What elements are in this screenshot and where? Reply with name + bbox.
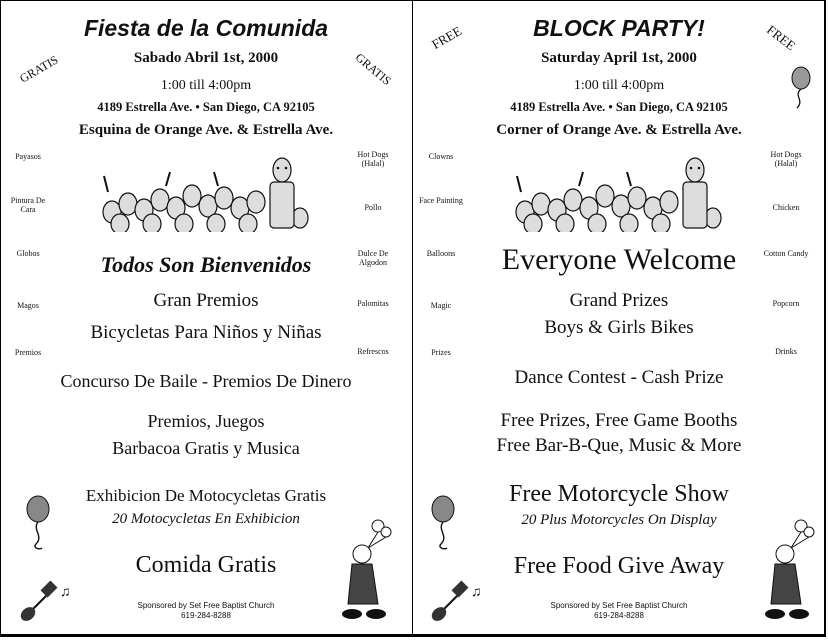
activity-item: Balloons [426,249,456,258]
free-badge-left: GRATIS [17,52,61,86]
dance-line: Concurso De Baile - Premios De Dinero [60,371,352,391]
activity-item: Globos [16,249,40,258]
free-badge-right: GRATIS [352,50,394,88]
food-item: Dulce De Algodon [357,249,389,268]
event-time: 1:00 till 4:00pm [160,78,252,93]
food-item: Palomitas [357,299,389,308]
activity-item: Prizes [431,348,451,357]
food-line: Free Food Give Away [513,553,725,579]
activity-item: Face Painting [419,196,463,205]
moto-line: Free Motorcycle Show [509,481,729,507]
bbq-line: Barbacoa Gratis y Musica [112,438,300,458]
sponsor-text: Sponsored by Set Free Baptist Church [550,601,688,610]
activity-item: Payasos [15,152,41,161]
bbq-line: Free Bar-B-Que, Music & More [496,435,742,456]
bikes-line: Boys & Girls Bikes [544,317,694,338]
games-line: Free Prizes, Free Game Booths [500,410,738,431]
activity-item: Magos [17,301,39,310]
event-time: 1:00 till 4:00pm [573,78,665,93]
event-date: Sabado Abril 1st, 2000 [133,50,279,66]
svg-text:♫: ♫ [60,585,71,600]
food-item: Refrescos [357,347,389,356]
flyer-title: BLOCK PARTY! [533,15,705,41]
food-item: Drinks [775,347,797,356]
english-flyer [413,0,825,637]
food-item: Cotton Candy [763,249,809,258]
spanish-flyer [0,0,412,637]
event-corner: Esquina de Orange Ave. & Estrella Ave. [78,122,334,138]
food-item: Popcorn [772,299,800,308]
event-address: 4189 Estrella Ave. • San Diego, CA 92105 [97,100,315,114]
food-item: Hot Dogs (Halal) [357,150,389,169]
activity-item: Pintura De Cara [10,196,46,215]
prizes-line: Gran Premios [153,290,259,311]
welcome-heading: Todos Son Bienvenidos [100,252,312,277]
dance-line: Dance Contest - Cash Prize [514,367,724,388]
event-address: 4189 Estrella Ave. • San Diego, CA 92105 [510,100,728,114]
flyer-title: Fiesta de la Comunida [83,15,329,41]
event-date: Saturday April 1st, 2000 [541,50,697,66]
activity-item: Clowns [428,152,454,161]
food-item: Chicken [772,203,800,212]
activity-item: Premios [14,348,42,357]
bikes-line: Bicycletas Para Niños y Niñas [90,322,322,343]
crowd-illustration [100,152,312,238]
welcome-heading: Everyone Welcome [501,243,737,276]
free-badge-right: FREE [764,21,799,54]
free-badge-left: FREE [429,23,465,53]
svg-text:♫: ♫ [471,585,482,600]
prizes-line: Grand Prizes [569,290,669,311]
food-line: Comida Gratis [135,552,277,578]
food-item: Hot Dogs (Halal) [770,150,802,169]
sponsor-phone: 619-284-8288 [594,611,644,620]
crowd-illustration [513,152,725,238]
event-corner: Corner of Orange Ave. & Estrella Ave. [496,122,742,138]
sponsor-phone: 619-284-8288 [181,611,231,620]
moto-subline: 20 Plus Motorcycles On Display [521,512,717,528]
moto-subline: 20 Motocycletas En Exhibicion [112,511,300,527]
food-item: Pollo [364,203,382,212]
sponsor-text: Sponsored by Set Free Baptist Church [137,601,275,610]
activity-item: Magic [430,301,452,310]
moto-line: Exhibicion De Motocycletas Gratis [85,486,327,505]
games-line: Premios, Juegos [147,411,265,431]
